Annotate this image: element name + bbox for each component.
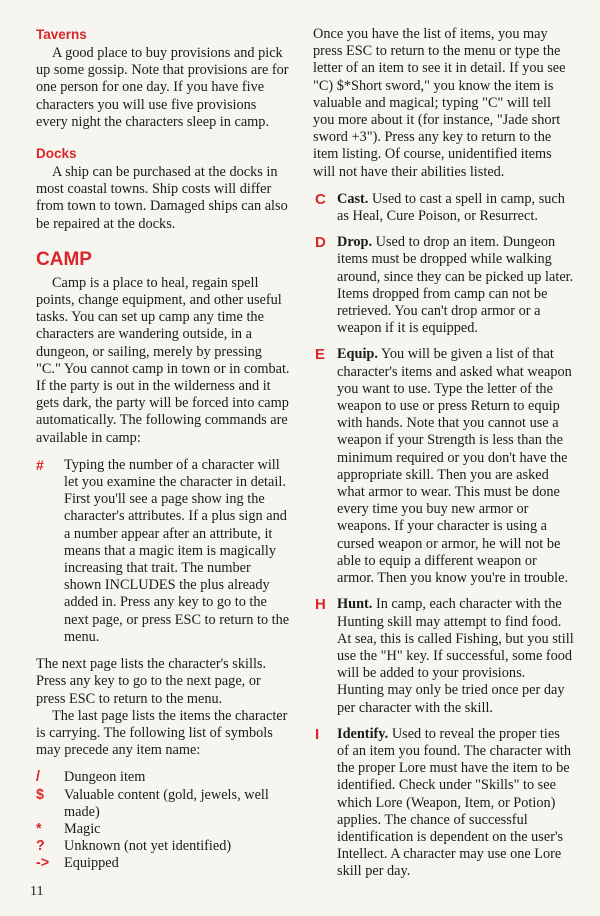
item-list-text: Once you have the list of items, you may press ESC to return to the menu or type the letter of an item to see it in detail. If you see "C) $*Short sword," you know the item is valuable and magical; typing "C" will tell you more about it (for instance, "Jade short sword +3"). Press any key to return to the item listing. Of course, unidentified items will not have their abilities listed.: [313, 26, 566, 180]
command-name: Equip.: [337, 346, 378, 363]
right-column: [313, 26, 575, 890]
command-hunt: [313, 596, 575, 716]
symbol-mark: /: [36, 769, 40, 786]
command-name: Drop.: [337, 234, 373, 251]
symbol-item: [36, 855, 290, 872]
command-text: You will be given a list of that character's items and asked what weapon you want to use. Type the letter of the weapon to use or press Return to equip with hands. Note that you cannot use a weapon if your Strength is less than the minimum required or you don't have the appropriate skill. Then you are asked what armor to wear. This must be done every time you buy new armor or weapons. If your character is using a cursed weapon or armor, he will not be able to equip a different weapon or armor. Then you know you're in trouble.: [337, 346, 572, 587]
command-cast: [313, 191, 575, 225]
symbol-text: Dungeon item: [64, 769, 146, 786]
skills-page-text: The next page lists the character's skills. Press any key to go to the next page, or press ESC to return to the menu.: [36, 656, 267, 707]
symbol-text: Equipped: [64, 855, 119, 872]
items-page-text: The last page lists the items the character is carrying. The following list of symbols may precede any item name:: [36, 707, 288, 759]
command-name: Cast.: [337, 190, 369, 207]
symbol-mark: ?: [36, 838, 45, 855]
docks-text: A ship can be purchased at the docks in most coastal towns. Ship costs will differ from town to town. Damaged ships can also be repaired at the docks.: [36, 164, 288, 232]
command-letter: D: [315, 234, 326, 252]
docks-heading: Docks: [36, 146, 77, 162]
taverns-text: A good place to buy provisions and pick up some gossip. Note that provisions are for one person for one day. If you have five characters you will use five provisions every night the characters sleep in camp.: [36, 45, 289, 130]
left-column: [36, 26, 290, 873]
command-name: Hunt.: [337, 596, 373, 613]
command-text: Used to cast a spell in camp, such as Heal, Cure Poison, or Resurrect.: [337, 190, 565, 225]
command-letter: C: [315, 190, 326, 208]
character-number-entry: [36, 457, 290, 646]
command-drop: [313, 234, 575, 337]
hash-mark: #: [36, 456, 44, 473]
command-letter: I: [315, 725, 320, 743]
symbol-text: Valuable content (gold, jewels, well made): [64, 786, 269, 820]
taverns-heading: Taverns: [36, 27, 87, 42]
command-text: Used to drop an item. Dungeon items must be dropped while walking around, since they can be picked up later. Items dropped from camp can not be retrieved. You can't drop armor or a weapon if it is equipped.: [337, 234, 574, 337]
symbol-mark: ->: [36, 855, 50, 872]
camp-title: CAMP: [36, 248, 92, 270]
symbol-item: [36, 821, 290, 838]
symbol-item: [36, 769, 290, 786]
symbol-mark: $: [36, 786, 44, 803]
symbol-text: Unknown (not yet identified): [64, 838, 232, 855]
page-number: 11: [30, 884, 44, 899]
command-text: Used to reveal the proper ties of an item you found. The character with the proper Lore must have the item to be identified. Check under "Skills" to see which Lore (Weapon, Item, or Potion) applies. The chance of successful identification is dependent on the user's Intellect. A character may use one Lore skill per day.: [337, 725, 571, 880]
command-letter: H: [315, 596, 326, 614]
symbol-item: [36, 838, 290, 855]
command-text: In camp, each character with the Hunting skill may attempt to find food. At sea, this is called Fishing, but you still use the "H" key. If successful, some food will be added to your provisions. Hunting may only be tried once per day per character with the skill.: [337, 596, 574, 716]
command-equip: [313, 346, 575, 587]
camp-intro: Camp is a place to heal, regain spell points, change equipment, and other useful tasks. You can set up camp any time the characters are wandering outside, in a dungeon, or sailing, merely by pressing "C." You cannot camp in town or in combat. If the party is out in the wilderness and it gets dark, the party will be forced into camp automatically. The following commands are available in camp:: [36, 274, 290, 446]
command-letter: E: [315, 346, 326, 364]
character-number-text: Typing the number of a character will let you examine the character in detail. First you'll see a page show ing the character's attributes. If a plus sign and a number appear after an attribute, it means that a magic item is magically increasing that trait. The number shown INCLUDES the plus already added in. Press any key to go to the next page, or press ESC to return to the menu.: [64, 456, 290, 645]
command-identify: [313, 726, 575, 881]
symbol-text: Magic: [64, 820, 101, 837]
symbol-mark: *: [36, 820, 42, 837]
command-name: Identify.: [337, 725, 389, 742]
symbol-item: [36, 787, 290, 821]
